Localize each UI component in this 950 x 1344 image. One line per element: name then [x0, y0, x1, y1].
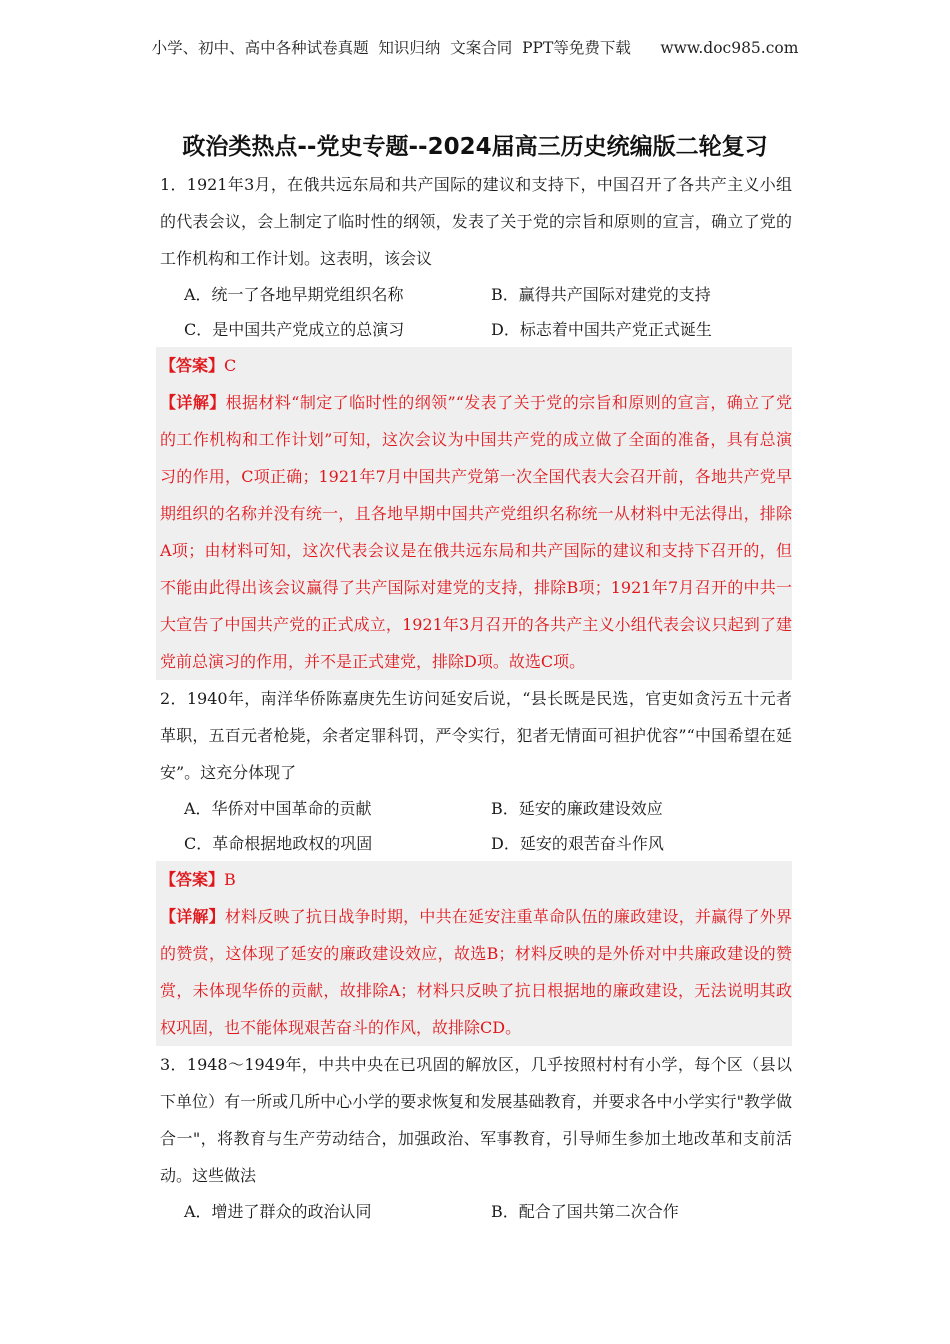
option-a: A．统一了各地早期党组织名称	[184, 285, 404, 304]
question-2	[160, 680, 792, 1046]
question-list	[160, 166, 792, 1229]
option-c: C．革命根据地政权的巩固	[184, 834, 373, 853]
answer-value: B	[224, 870, 236, 889]
explanation	[160, 384, 792, 680]
answer-box	[156, 861, 792, 1046]
question-stem: 3．1948～1949年，中共中央在已巩固的解放区，几乎按照村村有小学，每个区（县以下单位）有一所或几所中心小学的要求恢复和发展基础教育，并要求各中小学实行"教学做合一"，将教育与生产劳动结合，加强政治、军事教育，引导师生参加土地改革和支前活动。这些做法	[160, 1055, 792, 1185]
document-title: 政治类热点--党史专题--2024届高三历史统编版二轮复习	[182, 134, 768, 160]
option-a: A．增进了群众的政治认同	[184, 1202, 372, 1221]
options	[160, 791, 792, 861]
option-b: B．配合了国共第二次合作	[491, 1202, 679, 1221]
question-stem: 1．1921年3月，在俄共远东局和共产国际的建议和支持下，中国召开了各共产主义小组的代表会议，会上制定了临时性的纲领，发表了关于党的宗旨和原则的宣言，确立了党的工作机构和工作计划。这表明，该会议	[160, 175, 792, 268]
option-b: B．延安的廉政建设效应	[491, 799, 663, 818]
answer-line	[160, 861, 792, 898]
answer-tag: 【答案】	[160, 870, 225, 889]
answer-value: C	[224, 356, 237, 375]
answer-box	[156, 347, 792, 680]
option-d: D．标志着中国共产党正式诞生	[491, 320, 712, 339]
explain-text: 根据材料“制定了临时性的纲领”“发表了关于党的宗旨和原则的宣言，确立了党的工作机构和工作计划”可知，这次会议为中国共产党的成立做了全面的准备，具有总演习的作用，C项正确；1921年7月中国共产党第一次全国代表大会召开前，各地共产党早期组织的名称并没有统一，且各地早期中国共产党组织名称统一从材料中无法得出，排除A项；由材料可知，这次代表会议是在俄共远东局和共产国际的建议和支持下召开的，但不能由此得出该会议赢得了共产国际对建党的支持，排除B项；1921年7月召开的中共一大宣告了中国共产党的正式成立，1921年3月召开的各共产主义小组代表会议只起到了建党前总演习的作用，并不是正式建党，排除D项。故选C项。	[160, 393, 792, 671]
option-d: D．延安的艰苦奋斗作风	[491, 834, 664, 853]
question-1	[160, 166, 792, 680]
question-stem: 2．1940年，南洋华侨陈嘉庚先生访问延安后说，“县长既是民选，官吏如贪污五十元者革职，五百元者枪毙，余者定罪科罚，严令实行，犯者无情面可袒护优容”“中国希望在延安”。这充分体现了	[160, 689, 792, 782]
option-c: C．是中国共产党成立的总演习	[184, 320, 405, 339]
explain-text: 材料反映了抗日战争时期，中共在延安注重革命队伍的廉政建设，并赢得了外界的赞赏，这体现了延安的廉政建设效应，故选B；材料反映的是外侨对中共廉政建设的赞赏，未体现华侨的贡献，故排除A；材料只反映了抗日根据地的廉政建设，无法说明其政权巩固，也不能体现艰苦奋斗的作风，故排除CD。	[160, 907, 792, 1037]
answer-line	[160, 347, 792, 384]
question-3	[160, 1046, 792, 1229]
explanation	[160, 898, 792, 1046]
option-b: B．赢得共产国际对建党的支持	[491, 285, 711, 304]
options	[160, 277, 792, 347]
explain-tag: 【详解】	[160, 393, 226, 412]
options	[160, 1194, 792, 1229]
answer-tag: 【答案】	[160, 356, 225, 375]
explain-tag: 【详解】	[160, 907, 225, 926]
option-a: A．华侨对中国革命的贡献	[184, 799, 372, 818]
page-header: 小学、初中、高中各种试卷真题 知识归纳 文案合同 PPT等免费下载 www.doc985.com	[151, 39, 799, 57]
